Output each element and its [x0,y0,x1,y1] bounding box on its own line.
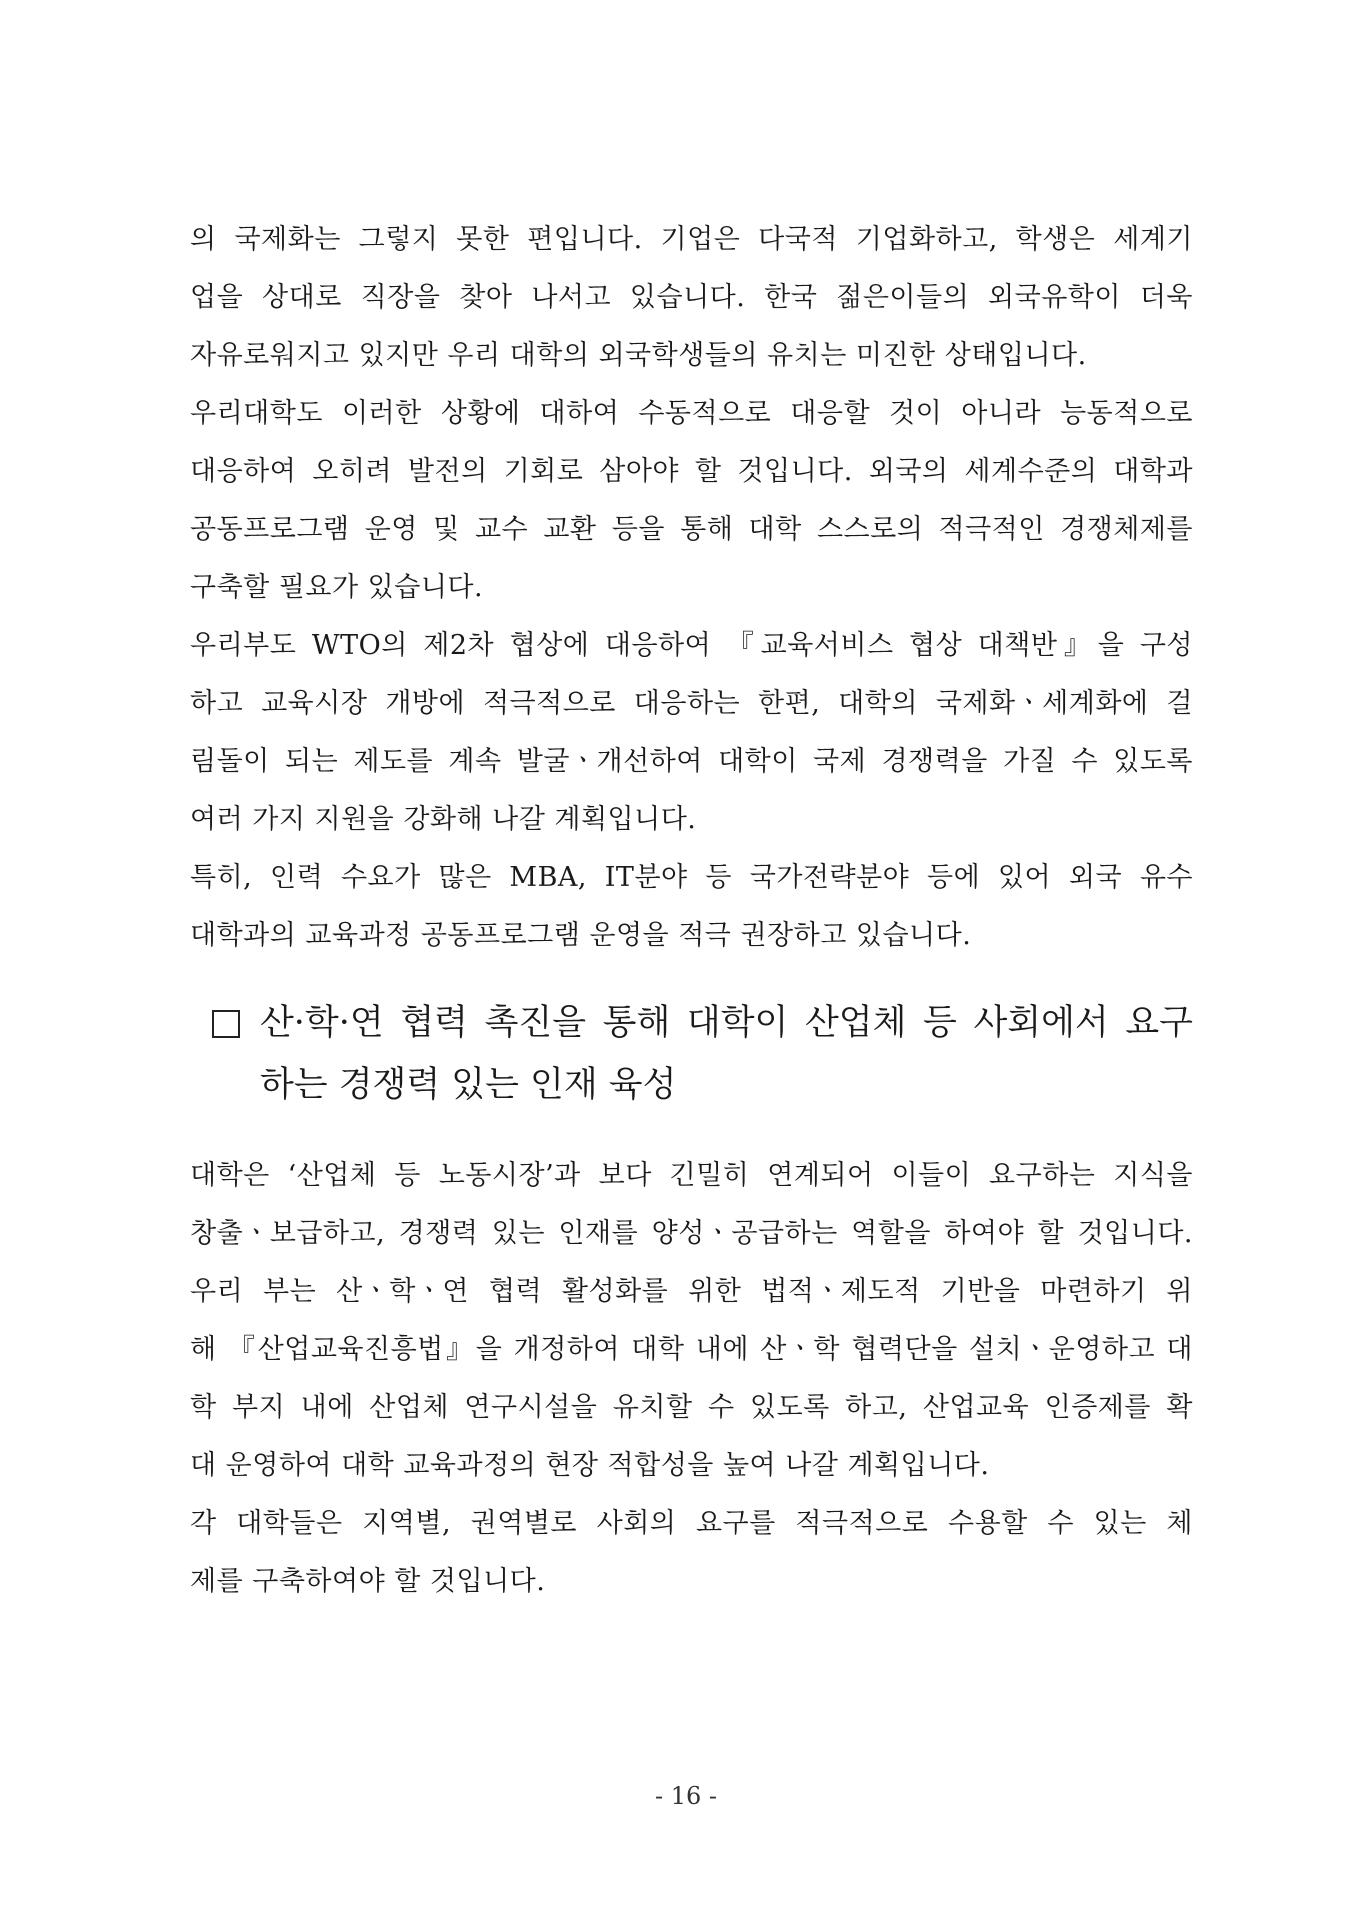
text-line: 창출ㆍ보급하고, 경쟁력 있는 인재를 양성ㆍ공급하는 역할을 하여야 할 것입니다. [190,1218,1193,1249]
text-line: 업을 상대로 직장을 찾아 나서고 있습니다. 한국 젊은이들의 외국유학이 더욱 [190,282,1193,313]
text-line: 대학과의 교육과정 공동프로그램 운영을 적극 권장하고 있습니다. [190,920,972,951]
text-line: 우리대학도 이러한 상황에 대하여 수동적으로 대응할 것이 아니라 능동적으로 [190,398,1193,429]
text-line: 의 국제화는 그렇지 못한 편입니다. 기업은 다국적 기업화하고, 학생은 세계기 [190,224,1193,255]
body-text-section-2 [190,1147,1193,1611]
text-line: 하고 교육시장 개방에 적극적으로 대응하는 한편, 대학의 국제화ㆍ세계화에 걸 [190,688,1193,719]
text-line: 자유로워지고 있지만 우리 대학의 외국학생들의 유치는 미진한 상태입니다. [190,340,1087,371]
text-line: 대 운영하여 대학 교육과정의 현장 적합성을 높여 나갈 계획입니다. [190,1450,990,1481]
text-line: 제를 구축하여야 할 것입니다. [190,1566,546,1597]
text-line: 특히, 인력 수요가 많은 MBA, IT분야 등 국가전략분야 등에 있어 외국 유수 [190,862,1193,893]
text-line: 각 대학들은 지역별, 권역별로 사회의 요구를 적극적으로 수용할 수 있는 체 [190,1508,1193,1539]
page-number: - 16 - [654,1782,717,1810]
checkbox-square-icon [212,1010,240,1038]
text-line: 해 『산업교육진흥법』을 개정하여 대학 내에 산ㆍ학 협력단을 설치ㆍ운영하고 대 [190,1334,1193,1365]
text-line: 공동프로그램 운영 및 교수 교환 등을 통해 대학 스스로의 적극적인 경쟁체제를 [190,514,1193,545]
text-line: 대응하여 오히려 발전의 기회로 삼아야 할 것입니다. 외국의 세계수준의 대학과 [190,456,1193,487]
heading-line-1: 산·학·연 협력 촉진을 통해 대학이 산업체 등 사회에서 요구 [260,1003,1193,1043]
body-text-section-1 [190,211,1193,965]
text-line: 학 부지 내에 산업체 연구시설을 유치할 수 있도록 하고, 산업교육 인증제를 확 [190,1392,1193,1423]
section-heading [212,992,1193,1116]
text-line: 대학은 ‘산업체 등 노동시장’과 보다 긴밀히 연계되어 이들이 요구하는 지식을 [190,1160,1193,1191]
text-line: 구축할 필요가 있습니다. [190,572,484,603]
text-line: 림돌이 되는 제도를 계속 발굴ㆍ개선하여 대학이 국제 경쟁력을 가질 수 있도록 [190,746,1193,777]
heading-line-2: 하는 경쟁력 있는 인재 육성 [260,1065,677,1105]
text-line: 우리 부는 산ㆍ학ㆍ연 협력 활성화를 위한 법적ㆍ제도적 기반을 마련하기 위 [190,1276,1193,1307]
text-line: 우리부도 WTO의 제2차 협상에 대응하여 『교육서비스 협상 대책반』을 구성 [190,630,1193,661]
text-line: 여러 가지 지원을 강화해 나갈 계획입니다. [190,804,697,835]
